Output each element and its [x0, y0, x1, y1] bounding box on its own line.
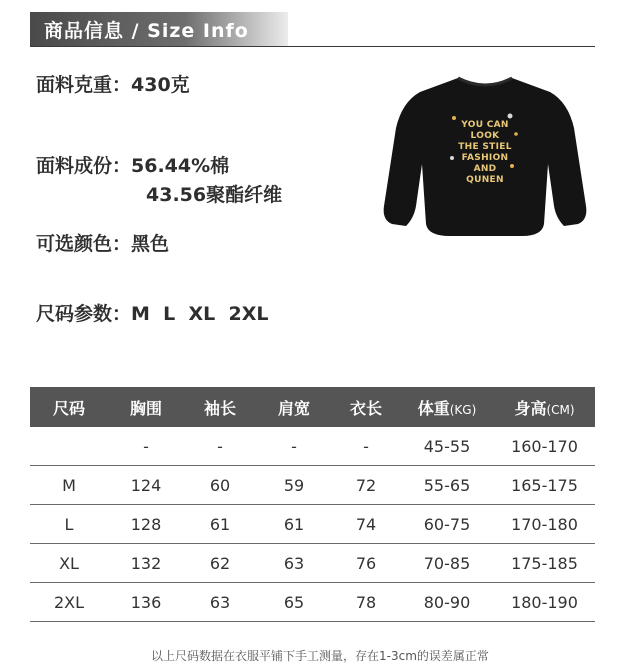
cell-sleeve: 61	[184, 505, 256, 544]
cell-length: 74	[332, 505, 400, 544]
header-height: 身高(CM)	[494, 387, 595, 427]
size-params-value: M L XL 2XL	[131, 303, 269, 325]
table-row	[30, 544, 595, 583]
fabric-weight	[36, 70, 190, 97]
size-params-label: 尺码参数：	[36, 303, 132, 325]
cell-chest: 124	[108, 466, 184, 505]
header-weight: 体重(KG)	[400, 387, 494, 427]
size-params	[36, 299, 268, 326]
cell-size: L	[30, 505, 108, 544]
fabric-composition-line1: 56.44%棉	[131, 155, 230, 177]
header-shoulder: 肩宽	[256, 387, 332, 427]
cell-shoulder: 65	[256, 583, 332, 622]
header-length: 衣长	[332, 387, 400, 427]
cell-weight: 45-55	[400, 427, 494, 466]
cell-shoulder: 59	[256, 466, 332, 505]
cell-length: 72	[332, 466, 400, 505]
cell-length: -	[332, 427, 400, 466]
cell-chest: 128	[108, 505, 184, 544]
cell-size: M	[30, 466, 108, 505]
print-line: YOU CAN	[461, 120, 509, 130]
cell-height: 170-180	[494, 505, 595, 544]
cell-sleeve: 63	[184, 583, 256, 622]
print-line: THE STIEL	[458, 142, 512, 152]
table-row	[30, 505, 595, 544]
header-size: 尺码	[30, 387, 108, 427]
cell-shoulder: -	[256, 427, 332, 466]
cell-length: 76	[332, 544, 400, 583]
color-option-label: 可选颜色：	[36, 233, 132, 255]
size-table	[30, 387, 595, 622]
fabric-composition-label: 面料成份：	[36, 155, 132, 177]
cell-sleeve: -	[184, 427, 256, 466]
cell-weight: 60-75	[400, 505, 494, 544]
cell-shoulder: 63	[256, 544, 332, 583]
color-option	[36, 229, 169, 256]
section-banner	[30, 12, 288, 46]
cell-chest: 132	[108, 544, 184, 583]
table-row	[30, 427, 595, 466]
section-title: 商品信息 / Size Info	[44, 19, 249, 42]
size-table-header	[30, 387, 595, 427]
cell-weight: 70-85	[400, 544, 494, 583]
print-line: LOOK	[470, 131, 500, 141]
cell-sleeve: 60	[184, 466, 256, 505]
print-line: FASHION AND	[461, 153, 509, 174]
cell-sleeve: 62	[184, 544, 256, 583]
cell-weight: 55-65	[400, 466, 494, 505]
cell-height: 160-170	[494, 427, 595, 466]
table-row	[30, 583, 595, 622]
fabric-weight-label: 面料克重：	[36, 74, 132, 96]
cell-size: XL	[30, 544, 108, 583]
fabric-weight-value: 430克	[131, 74, 190, 96]
table-row	[30, 466, 595, 505]
product-image	[372, 68, 598, 254]
fabric-composition-line2: 43.56聚酯纤维	[146, 184, 283, 206]
cell-height: 165-175	[494, 466, 595, 505]
print-line: QUNEN	[466, 175, 504, 185]
measurement-note: 以上尺码数据在衣服平铺下手工测量，存在1-3cm的误差属正常	[151, 649, 489, 663]
header-chest: 胸围	[108, 387, 184, 427]
cell-size	[30, 427, 108, 466]
cell-weight: 80-90	[400, 583, 494, 622]
fabric-composition	[36, 151, 229, 178]
sweater-print	[450, 120, 520, 186]
color-option-value: 黑色	[131, 233, 170, 255]
banner-divider	[30, 46, 595, 47]
cell-chest: -	[108, 427, 184, 466]
cell-length: 78	[332, 583, 400, 622]
cell-height: 175-185	[494, 544, 595, 583]
cell-chest: 136	[108, 583, 184, 622]
header-sleeve: 袖长	[184, 387, 256, 427]
cell-size: 2XL	[30, 583, 108, 622]
cell-shoulder: 61	[256, 505, 332, 544]
cell-height: 180-190	[494, 583, 595, 622]
